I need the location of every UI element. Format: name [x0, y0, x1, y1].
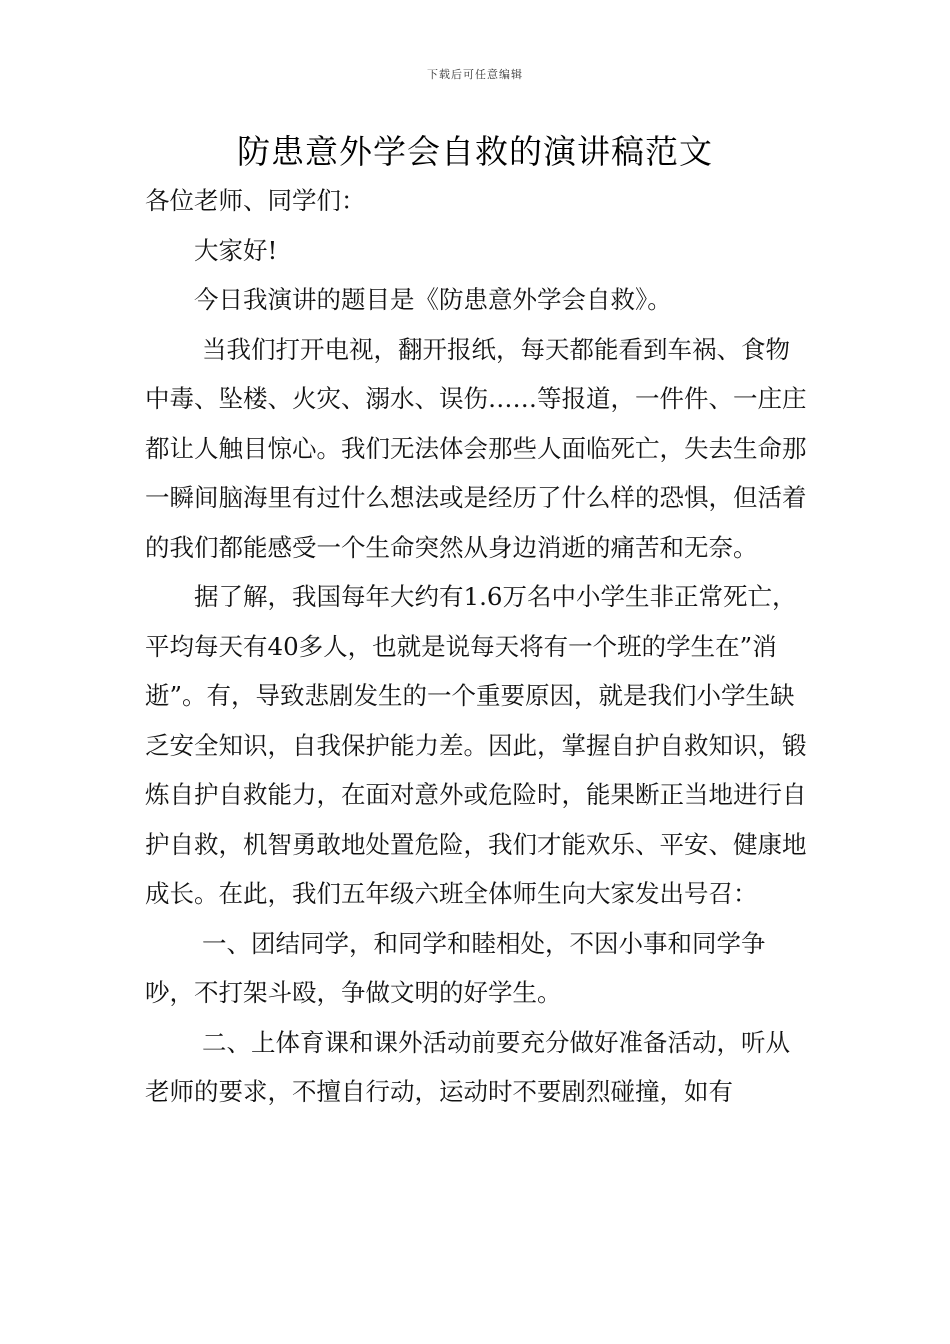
paragraph-news: 当我们打开电视，翻开报纸，每天都能看到车祸、食物中毒、坠楼、火灾、溺水、误伤……等报道，一件件、一庄庄都让人触目惊心。我们无法体会那些人面临死亡，失去生命那一瞬间脑海里有过什么想法或是经历了什么样的恐惧，但活着的我们都能感受一个生命突然从身边消逝的痛苦和无奈。 [145, 334, 807, 562]
header-note: 下载后可任意编辑 [427, 68, 523, 81]
document-title: 防患意外学会自救的演讲稿范文 [237, 132, 713, 171]
paragraph-hello: 大家好! [194, 235, 278, 265]
paragraph-statistics: 据了解，我国每年大约有1.6万名中小学生非正常死亡，平均每天有40多人，也就是说每天将有一个班的学生在”消逝”。有，导致悲剧发生的一个重要原因，就是我们小学生缺乏安全知识，自我保护能力差。因此，掌握自护自救知识，锻炼自护自救能力，在面对意外或危险时，能果断正当地进行自护自救，机智勇敢地处置危险，我们才能欢乐、平安、健康地成长。在此，我们五年级六班全体师生向大家发出号召： [145, 582, 807, 908]
document-body [145, 176, 810, 1117]
paragraph-point-two: 二、上体育课和课外活动前要充分做好准备活动，听从老师的要求，不擅自行动，运动时不要剧烈碰撞，如有 [145, 1027, 790, 1106]
greeting: 各位老师、同学们： [145, 186, 366, 215]
paragraph-point-one: 一、团结同学，和同学和睦相处，不因小事和同学争吵，不打架斗殴，争做文明的好学生。 [145, 928, 766, 1007]
paragraph-topic: 今日我演讲的题目是《防患意外学会自救》。 [194, 285, 672, 314]
